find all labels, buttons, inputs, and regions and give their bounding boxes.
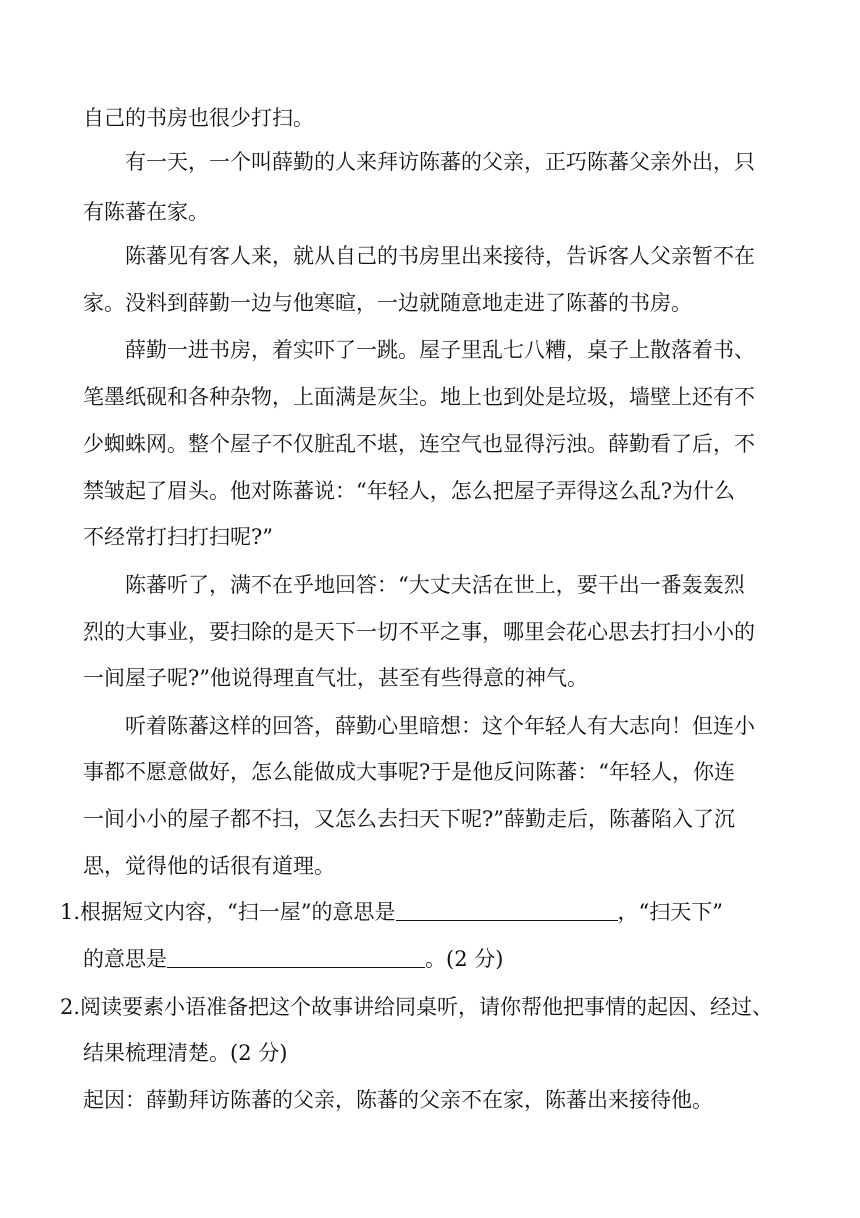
passage-line: 一间小小的屋子都不扫，又怎么去扫天下呢?”薛勤走后，陈蕃陷入了沉 xyxy=(83,807,735,831)
passage-line: 思，觉得他的话很有道理。 xyxy=(83,854,335,878)
question-1-prompt-cont: ，“扫天下” xyxy=(617,900,723,924)
passage-line: 事都不愿意做好，怎么能做成大事呢?于是他反问陈蕃：“年轻人，你连 xyxy=(83,760,735,784)
answer-blank-2[interactable] xyxy=(167,945,425,968)
answer-blank-1[interactable] xyxy=(396,898,618,921)
question-2-cause: 起因：薛勤拜访陈蕃的父亲，陈蕃的父亲不在家，陈蕃出来接待他。 xyxy=(83,1088,713,1112)
passage-line: 有一天，一个叫薛勤的人来拜访陈蕃的父亲，正巧陈蕃父亲外出，只 xyxy=(125,150,755,174)
passage-line: 烈的大事业，要扫除的是天下一切不平之事，哪里会花心思去打扫小小的 xyxy=(83,620,755,644)
passage-line: 笔墨纸砚和各种杂物，上面满是灰尘。地上也到处是垃圾，墙壁上还有不 xyxy=(83,385,755,409)
question-1-prompt: 1.根据短文内容，“扫一屋”的意思是 xyxy=(60,900,396,924)
question-1-line-2 xyxy=(83,944,503,974)
question-2-line-1: 2.阅读要素小语准备把这个故事讲给同桌听，请你帮他把事情的起因、经过、 xyxy=(60,995,774,1019)
passage-line: 自己的书房也很少打扫。 xyxy=(83,106,314,130)
passage-line: 薛勤一进书房，着实吓了一跳。屋子里乱七八糟，桌子上散落着书、 xyxy=(125,338,755,362)
passage-line: 有陈蕃在家。 xyxy=(83,200,209,224)
passage-line: 禁皱起了眉头。他对陈蕃说：“年轻人，怎么把屋子弄得这么乱?为什么 xyxy=(83,479,735,503)
passage-line: 陈蕃听了，满不在乎地回答：“大丈夫活在世上，要干出一番轰轰烈 xyxy=(125,573,745,597)
passage-line: 少蜘蛛网。整个屋子不仅脏乱不堪，连空气也显得污浊。薛勤看了后，不 xyxy=(83,432,755,456)
passage-line: 一间屋子呢?”他说得理直气壮，甚至有些得意的神气。 xyxy=(83,666,588,690)
passage-line: 不经常打扫打扫呢?” xyxy=(83,525,273,549)
passage-line: 听着陈蕃这样的回答，薛勤心里暗想：这个年轻人有大志向！但连小 xyxy=(125,714,755,738)
question-1-prompt-2: 的意思是 xyxy=(83,947,167,971)
passage-line: 家。没料到薛勤一边与他寒暄，一边就随意地走进了陈蕃的书房。 xyxy=(83,291,692,315)
question-1-line-1 xyxy=(60,897,723,927)
question-2-line-2: 结果梳理清楚。(2 分) xyxy=(83,1041,288,1065)
passage-line: 陈蕃见有客人来，就从自己的书房里出来接待，告诉客人父亲暂不在 xyxy=(125,244,755,268)
question-1-score: 。(2 分) xyxy=(425,947,504,971)
